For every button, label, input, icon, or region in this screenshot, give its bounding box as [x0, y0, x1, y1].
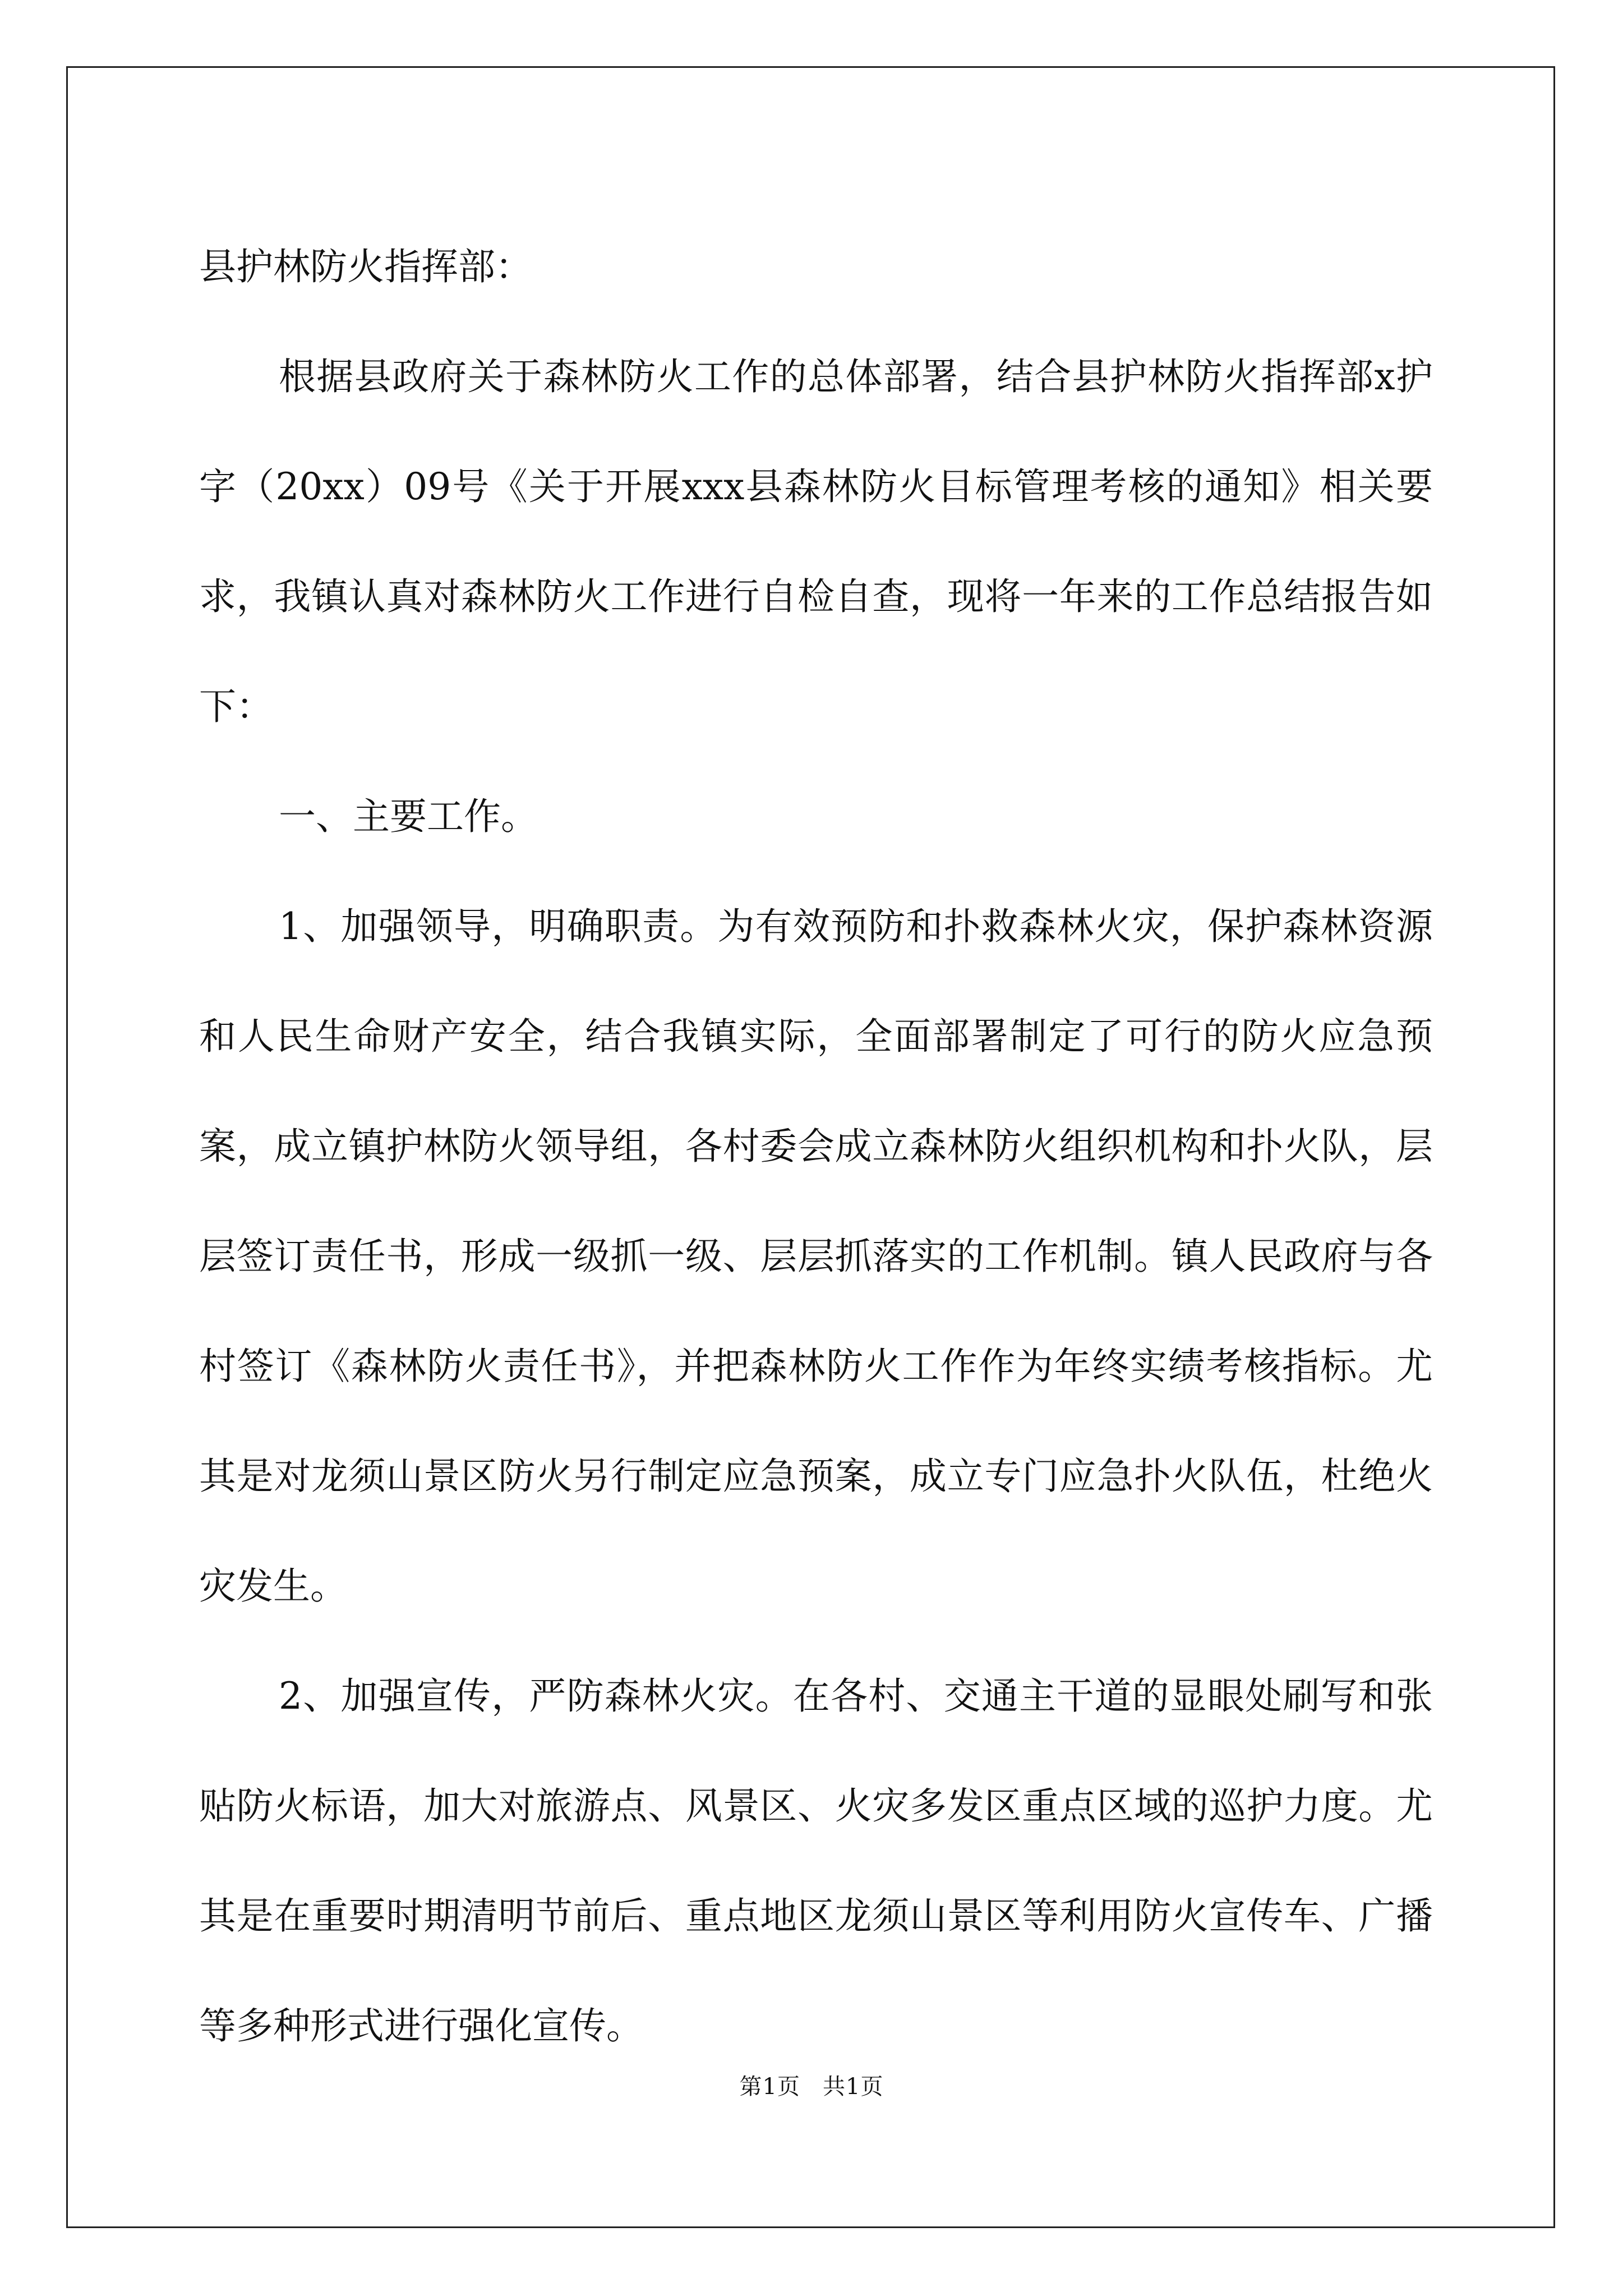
- section-heading: 一、主要工作。: [279, 795, 538, 838]
- paragraph-leadership: 1、加强领导，明确职责。为有效预防和扑救森林火灾，保护森林资源和人民生命财产安全，结合我镇实际，全面部署制定了可行的防火应急预案，成立镇护林防火领导组，各村委会成立森林防火组织机构和扑火队，层层签订责任书，形成一级抓一级、层层抓落实的工作机制。镇人民政府与各村签订《森林防火责任书》，并把森林防火工作作为年终实绩考核指标。尤其是对龙须山景区防火另行制定应急预案，成立专门应急扑火队伍，杜绝火灾发生。: [199, 905, 1433, 1608]
- page-total: 共1页: [823, 2074, 884, 2100]
- document-body: [199, 212, 1433, 2081]
- paragraph-publicity: 2、加强宣传，严防森林火灾。在各村、交通主干道的显眼处刷写和张贴防火标语，加大对旅游点、风景区、火灾多发区重点区域的巡护力度。尤其是在重要时期清明节前后、重点地区龙须山景区等利用防火宣传车、广播等多种形式进行强化宣传。: [199, 1674, 1433, 2047]
- page-number: 第1页: [739, 2074, 800, 2100]
- page-footer: [0, 2070, 1623, 2104]
- salutation: 县护林防火指挥部：: [199, 245, 532, 288]
- paragraph-intro: 根据县政府关于森林防火工作的总体部署，结合县护林防火指挥部x护字（20xx）09号《关于开展xxx县森林防火目标管理考核的通知》相关要求，我镇认真对森林防火工作进行自检自查，现将一年来的工作总结报告如下：: [199, 355, 1433, 728]
